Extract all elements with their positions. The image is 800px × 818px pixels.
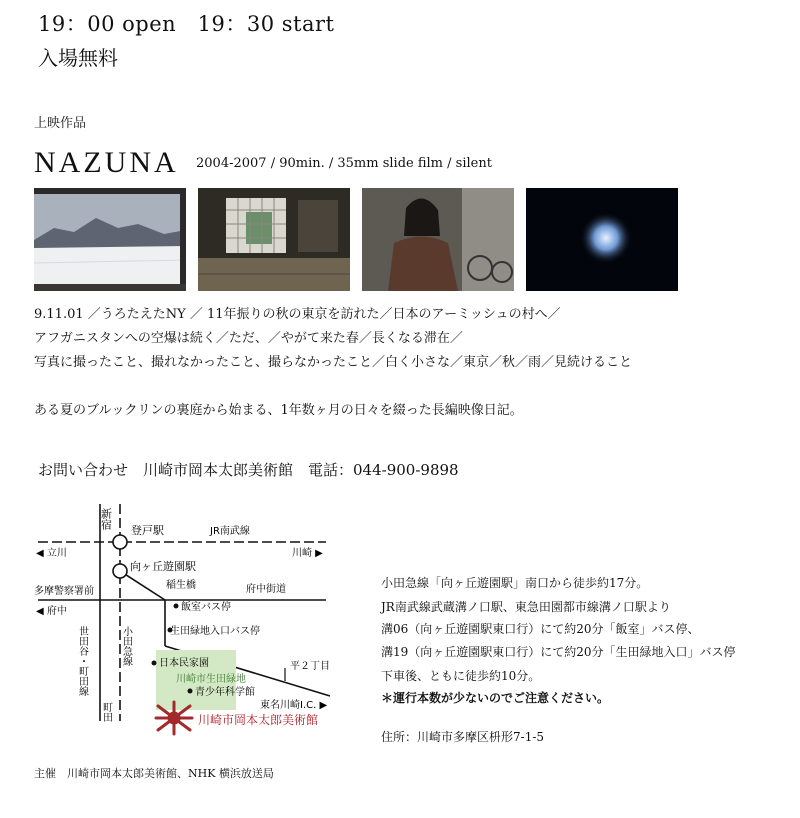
label-odakyu: 小田急線	[120, 626, 132, 666]
contact-info: お問い合わせ 川崎市岡本太郎美術館 電話：044-900-9898	[38, 461, 459, 479]
film-title: NAZUNA	[34, 146, 179, 179]
film-meta: 2004-2007 / 90min. / 35mm slide film / silent	[196, 156, 492, 171]
label-minka: 日本民家園	[159, 658, 209, 669]
label-ikuta-ryokuchi: 川崎市生田緑地	[176, 674, 246, 685]
label-jr-nambu: JR南武線	[210, 526, 250, 537]
access-line-1: 小田急線「向ヶ丘遊園駅」南口から徒歩約17分。	[381, 576, 649, 590]
label-iimuro-bus: 飯室バス停	[181, 602, 231, 613]
still-blue-light	[526, 188, 678, 291]
label-tomei: 東名川崎I.C. ▶	[260, 700, 328, 711]
synopsis-line-1: 9.11.01 ／うろたえたNY ／ 11年振りの秋の東京を訪れた／日本のアーミッシュの村へ／	[34, 307, 561, 322]
synopsis-line-3: 写真に撮ったこと、撮れなかったこと、撮らなかったこと／白く小さな／東京／秋／雨／見続けること	[34, 355, 633, 370]
label-tachikawa: ◀ 立川	[36, 548, 67, 559]
mukogaoka-station-icon	[113, 564, 127, 578]
label-machida: 町田	[100, 702, 112, 722]
label-ikuta-bus: 生田緑地入口バス停	[170, 626, 260, 637]
label-science: 青少年科学館	[195, 687, 255, 698]
still-japanese-room	[198, 188, 350, 291]
label-mukogaoka: 向ヶ丘遊園駅	[130, 560, 196, 573]
label-fuchu: ◀ 府中	[36, 606, 67, 617]
label-kawasaki: 川崎 ▶	[292, 548, 323, 559]
program-heading: 上映作品	[34, 116, 87, 131]
access-note: ＊運行本数が少ないのでご注意ください。	[381, 691, 610, 705]
access-map	[30, 496, 360, 756]
label-museum: 川崎市岡本太郎美術館	[198, 713, 319, 727]
noborito-station-icon	[113, 535, 127, 549]
label-shinjuku: 新宿	[99, 508, 113, 530]
synopsis-line-2: アフガニスタンへの空爆は続く／ただ、／やがて来た春／長くなる滞在／	[34, 331, 463, 346]
admission-free: 入場無料	[38, 46, 118, 70]
access-line-3: 溝06（向ヶ丘遊園駅東口行）にて約20分「飯室」バス停、	[381, 622, 700, 636]
label-noborito: 登戸駅	[131, 524, 164, 537]
still-snow-landscape	[34, 188, 186, 291]
sponsor: 主催 川崎市岡本太郎美術館、NHK 横浜放送局	[34, 767, 274, 780]
address: 住所：川崎市多摩区枡形7-1-5	[381, 730, 545, 744]
access-line-2: JR南武線武蔵溝ノ口駅、東急田園都市線溝ノ口駅より	[381, 600, 671, 614]
still-woman-portrait	[362, 188, 514, 291]
film-description: ある夏のブルックリンの裏庭から始まる、1年数ヶ月の日々を綴った長編映像日記。	[34, 403, 523, 418]
event-time: 19：00 open 19：30 start	[38, 12, 335, 36]
access-line-4: 溝19（向ヶ丘遊園駅東口行）にて約20分「生田緑地入口」バス停	[381, 645, 736, 659]
label-inadazutsumi: 稲生橋	[166, 580, 196, 591]
label-setagaya-machida: 世田谷・町田線	[76, 626, 88, 696]
label-fuchu-kaido: 府中街道	[246, 584, 286, 595]
access-line-5: 下車後、ともに徒歩約10分。	[381, 669, 541, 683]
museum-logo-icon	[156, 702, 192, 734]
label-hirao: 平２丁目	[290, 661, 330, 672]
label-tama-police: 多摩警察署前	[34, 586, 94, 597]
